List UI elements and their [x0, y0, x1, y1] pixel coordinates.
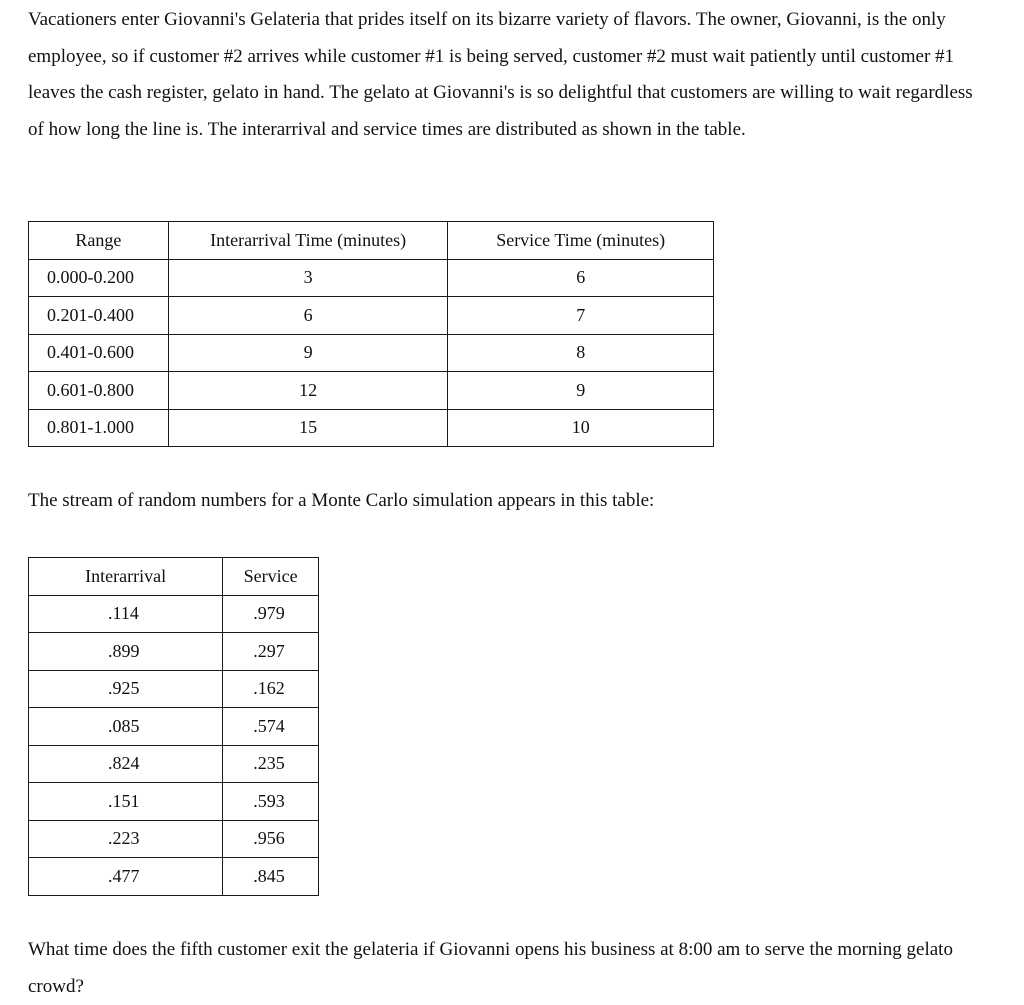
interarrival-random-cell: .151: [29, 783, 223, 821]
service-random-cell: .979: [223, 595, 319, 633]
interarrival-random-cell: .477: [29, 858, 223, 896]
intro-paragraph: Vacationers enter Giovanni's Gelateria that prides itself on its bizarre variety of flavors. The owner, Giovanni, is the only employee, so if customer #2 arrives while customer #1 is being served, customer #2 must wait patiently until customer #1 leaves the cash register, gelato in hand. The gelato at Giovanni's is so delightful that customers are willing to wait regardless of how long the line is. The interarrival and service times are distributed as shown in the table.: [28, 9, 973, 140]
service-random-cell: .574: [223, 708, 319, 746]
interarrival-random-cell: .925: [29, 670, 223, 708]
interarrival-cell: 12: [168, 372, 448, 410]
table-row: [29, 670, 319, 708]
table-row: [29, 783, 319, 821]
header-service: Service: [223, 558, 319, 596]
service-cell: 8: [448, 334, 714, 372]
header-range: Range: [29, 222, 169, 260]
header-service-time: Service Time (minutes): [448, 222, 714, 260]
random-stream-intro: The stream of random numbers for a Monte Carlo simulation appears in this table:: [28, 490, 655, 511]
service-random-cell: .956: [223, 820, 319, 858]
service-cell: 7: [448, 297, 714, 335]
table-row: [29, 633, 319, 671]
service-cell: 9: [448, 372, 714, 410]
header-interarrival-time: Interarrival Time (minutes): [168, 222, 448, 260]
service-cell: 10: [448, 409, 714, 447]
interarrival-random-cell: .223: [29, 820, 223, 858]
interarrival-random-cell: .114: [29, 595, 223, 633]
table-row: [29, 858, 319, 896]
question-paragraph: What time does the fifth customer exit the gelateria if Giovanni opens his business at 8:00 am to serve the morning gelato crowd?: [28, 939, 953, 997]
table-row: [29, 745, 319, 783]
interarrival-cell: 3: [168, 259, 448, 297]
table-row: [29, 297, 714, 335]
service-random-cell: .845: [223, 858, 319, 896]
table-row: [29, 259, 714, 297]
table-row: [29, 334, 714, 372]
table-row: [29, 820, 319, 858]
service-random-cell: .297: [223, 633, 319, 671]
table-row: [29, 409, 714, 447]
range-cell: 0.401-0.600: [29, 334, 169, 372]
distribution-table: [28, 221, 714, 447]
service-random-cell: .593: [223, 783, 319, 821]
service-random-cell: .235: [223, 745, 319, 783]
random-number-table: [28, 557, 319, 896]
service-cell: 6: [448, 259, 714, 297]
interarrival-cell: 15: [168, 409, 448, 447]
interarrival-random-cell: .085: [29, 708, 223, 746]
interarrival-cell: 9: [168, 334, 448, 372]
range-cell: 0.601-0.800: [29, 372, 169, 410]
range-cell: 0.000-0.200: [29, 259, 169, 297]
table-row: [29, 595, 319, 633]
range-cell: 0.801-1.000: [29, 409, 169, 447]
range-cell: 0.201-0.400: [29, 297, 169, 335]
interarrival-cell: 6: [168, 297, 448, 335]
interarrival-random-cell: .899: [29, 633, 223, 671]
table-header-row: [29, 558, 319, 596]
interarrival-random-cell: .824: [29, 745, 223, 783]
header-interarrival: Interarrival: [29, 558, 223, 596]
table-header-row: [29, 222, 714, 260]
service-random-cell: .162: [223, 670, 319, 708]
table-row: [29, 372, 714, 410]
table-row: [29, 708, 319, 746]
